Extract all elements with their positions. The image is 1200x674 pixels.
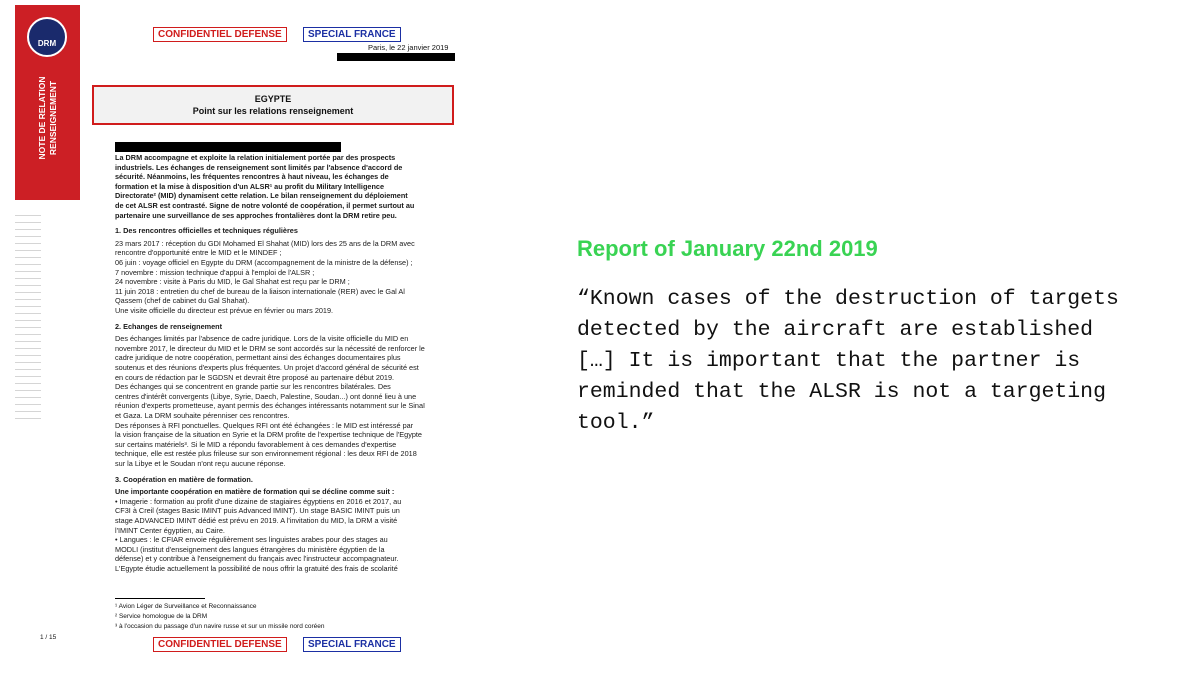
footnote-1: ¹ Avion Léger de Surveillance et Reconnaissance bbox=[115, 603, 257, 610]
intro-line: sécurité. Néanmoins, les fréquentes rencontres à haut niveau, les échanges de bbox=[115, 172, 389, 182]
section-1-title: 1. Des rencontres officielles et techniques régulières bbox=[115, 226, 298, 236]
section-1-line: 06 juin : voyage officiel en Egypte du DRM (accompagnement de la ministre de la défense) ; bbox=[115, 258, 413, 267]
intro-line: partenaire une surveillance de ses approches frontalières dont la DRM retire peu. bbox=[115, 210, 397, 220]
section-2-line: Des échanges qui se concentrent en grande partie sur les rencontres bilatérales. Des bbox=[115, 382, 391, 392]
binding-stripe bbox=[15, 313, 41, 314]
binding-stripe bbox=[15, 383, 41, 384]
binding-stripe bbox=[15, 390, 41, 391]
intro-line: industriels. Les échanges de renseignement sont limités par l'absence d'accord de bbox=[115, 162, 403, 172]
footnote-3: ³ à l'occasion du passage d'un navire russe et sur un missile nord coréen bbox=[115, 623, 325, 630]
binding-stripe bbox=[15, 376, 41, 377]
side-label-line-2: RENSEIGNEMENT bbox=[48, 80, 58, 156]
binding-stripe bbox=[15, 229, 41, 230]
binding-stripe bbox=[15, 404, 41, 405]
binding-stripe bbox=[15, 327, 41, 328]
intro-line: de cet ALSR est contrasté. Signe de notre volonté de coopération, il permet surtout au bbox=[115, 201, 415, 210]
section-2-line: novembre 2017, le directeur du MID et le DRM se sont accordés sur la nécessité de renforcer le bbox=[115, 343, 425, 353]
intro-line: La DRM accompagne et exploite la relation initialement portée par des prospects bbox=[115, 153, 396, 162]
footnote-rule bbox=[115, 598, 205, 599]
logo-text: DRM bbox=[37, 39, 57, 48]
section-1-line: 24 novembre : visite à Paris du MID, le Gal Shahat est reçu par le DRM ; bbox=[115, 277, 350, 287]
section-2-line: la vision française de la situation en Syrie et la DRM profite de l'expertise technique de l'Egypte bbox=[115, 430, 422, 440]
marking-confidential-top: CONFIDENTIEL DEFENSE bbox=[153, 27, 287, 42]
section-3-line: CF3I à Creil (stages Basic IMINT puis Advanced IMINT). Un stage BASIC IMINT puis un bbox=[115, 506, 400, 516]
section-2-line: sur la Libye et le Soudan n'ont reçu aucune réponse. bbox=[115, 459, 286, 468]
section-2-line: sur certains matériels³. Si le MID a répondu favorablement à ces demandes d'expertise bbox=[115, 439, 397, 449]
section-3-line: l'IMINT Center égyptien, au Caire. bbox=[115, 525, 225, 535]
title-box bbox=[92, 85, 454, 125]
binding-stripe bbox=[15, 320, 41, 321]
binding-stripe bbox=[15, 264, 41, 265]
section-1-line: 23 mars 2017 : réception du GDI Mohamed El Shahat (MID) lors des 25 ans de la DRM avec bbox=[115, 238, 415, 248]
section-1-line: 11 juin 2018 : entretien du chef de bureau de la liaison internationale (RER) avec le Gal Al bbox=[115, 286, 405, 296]
section-3-line: • Imagerie : formation au profit d'une dizaine de stagiaires égyptiens en 2016 et 2017, au bbox=[115, 496, 402, 506]
binding-stripe bbox=[15, 271, 41, 272]
place-date: Paris, le 22 janvier 2019 bbox=[368, 43, 449, 52]
section-2-line: et Gaza. La DRM souhaite pérenniser ces rencontres. bbox=[115, 411, 290, 420]
commentary-panel bbox=[577, 236, 1177, 439]
intro-line: Directorate² (MID) dynamisent cette relation. Le bilan renseignement du déploiement bbox=[115, 191, 408, 201]
page-number: 1 / 15 bbox=[40, 634, 57, 641]
section-3-line: défense) et y contribue à l'enseignement du français avec l'instructeur accompagnateur. bbox=[115, 554, 399, 564]
section-2-line: réunion d'experts prometteuse, ayant permis des échanges intéressants notamment sur le Sinaï bbox=[115, 401, 426, 411]
binding-stripe bbox=[15, 306, 41, 307]
binding-stripe bbox=[15, 418, 41, 419]
side-banner bbox=[15, 5, 80, 200]
binding-stripe bbox=[15, 257, 41, 258]
doc-subtitle: Point sur les relations renseignement bbox=[192, 106, 354, 116]
section-2-line: centres d'intérêt convergents (Libye, Syrie, Daech, Palestine, Soudan...) ont donné lieu à une bbox=[115, 391, 417, 401]
binding-stripe bbox=[15, 278, 41, 279]
binding-stripe bbox=[15, 215, 41, 216]
binding-stripe bbox=[15, 292, 41, 293]
section-3-title: 3. Coopération en matière de formation. bbox=[115, 474, 253, 484]
section-1-line: Une visite officielle du directeur est prévue en février ou mars 2019. bbox=[115, 306, 334, 315]
report-heading: Report of January 22nd 2019 bbox=[577, 236, 878, 261]
binding-stripe bbox=[15, 341, 41, 342]
section-2-title: 2. Echanges de renseignement bbox=[115, 321, 223, 331]
marking-confidential-bottom: CONFIDENTIEL DEFENSE bbox=[153, 637, 287, 652]
footnote-2: ² Service homologue de la DRM bbox=[115, 613, 208, 620]
binding-stripe bbox=[15, 243, 41, 244]
document-page bbox=[15, 5, 470, 665]
marking-special-top: SPECIAL FRANCE bbox=[303, 27, 401, 42]
binding-stripe bbox=[15, 334, 41, 335]
binding-stripe bbox=[15, 362, 41, 363]
binding-stripe bbox=[15, 222, 41, 223]
binding-stripe bbox=[15, 236, 41, 237]
side-label bbox=[37, 53, 61, 183]
binding-stripe bbox=[15, 411, 41, 412]
section-2-line: Des réponses à RFI ponctuelles. Quelques RFI ont été échangées : le MID est intéressé par bbox=[115, 420, 414, 430]
section-2-line: soutenus et des réunions d'experts plus fréquentes. Un projet d'accord général de sécurité est bbox=[115, 363, 419, 372]
binding-stripe bbox=[15, 348, 41, 349]
side-label-line-1: NOTE DE RELATION bbox=[37, 76, 47, 160]
binding-stripe bbox=[15, 397, 41, 398]
intro-line: formation et la mise à disposition d'un ALSR¹ au profit du Military Intelligence bbox=[115, 181, 385, 191]
drm-logo bbox=[27, 17, 67, 57]
doc-title: EGYPTE bbox=[254, 94, 292, 104]
binding-stripe bbox=[15, 250, 41, 251]
redaction-bar bbox=[115, 142, 341, 152]
binding-stripe bbox=[15, 285, 41, 286]
section-3-line: stage ADVANCED IMINT dédié est prévu en 2019. A l'invitation du MID, la DRM a visité bbox=[115, 516, 398, 525]
section-2-line: technique, elle est restée plus frileuse sur son environnement régional : les deux RFI de 2018 bbox=[115, 449, 417, 459]
section-1-line: 7 novembre : mission technique d'appui à l'emploi de l'ALSR ; bbox=[115, 267, 315, 277]
section-2-line: cadre juridique de notre coopération, permettant ainsi des échanges documentaires plus bbox=[115, 353, 401, 363]
section-3-line: Une importante coopération en matière de formation qui se décline comme suit : bbox=[115, 487, 395, 497]
binding-stripe bbox=[15, 369, 41, 370]
section-1-line: rencontre d'opportunité entre le MID et le MINDEF ; bbox=[115, 248, 282, 258]
section-3-line: MODLI (institut d'enseignement des langues étrangères du ministère égyptien de la bbox=[115, 544, 385, 554]
section-2-line: Des échanges limités par l'absence de cadre juridique. Lors de la visite officielle du MID en bbox=[115, 334, 409, 344]
section-2-line: en cours de rédaction par le SGDSN et devrait être proposé au partenaire début 2019. bbox=[115, 372, 395, 382]
section-3-line: L'Egypte étudie actuellement la possibilité de nous offrir la gratuité des frais de scolarité bbox=[115, 564, 398, 573]
section-1-line: Qassem (chef de cabinet du Gal Shahat). bbox=[115, 296, 250, 306]
redaction-bar bbox=[337, 53, 455, 61]
binding-stripe bbox=[15, 355, 41, 356]
report-quote: “Known cases of the destruction of targets detected by the aircraft are established […] It is important that the partner is reminded that the ALSR is not a targeting tool.” bbox=[577, 287, 1119, 435]
section-3-line: • Langues : le CFIAR envoie régulièrement ses linguistes arabes pour des stages au bbox=[115, 535, 388, 545]
binding-stripe bbox=[15, 299, 41, 300]
marking-special-bottom: SPECIAL FRANCE bbox=[303, 637, 401, 652]
